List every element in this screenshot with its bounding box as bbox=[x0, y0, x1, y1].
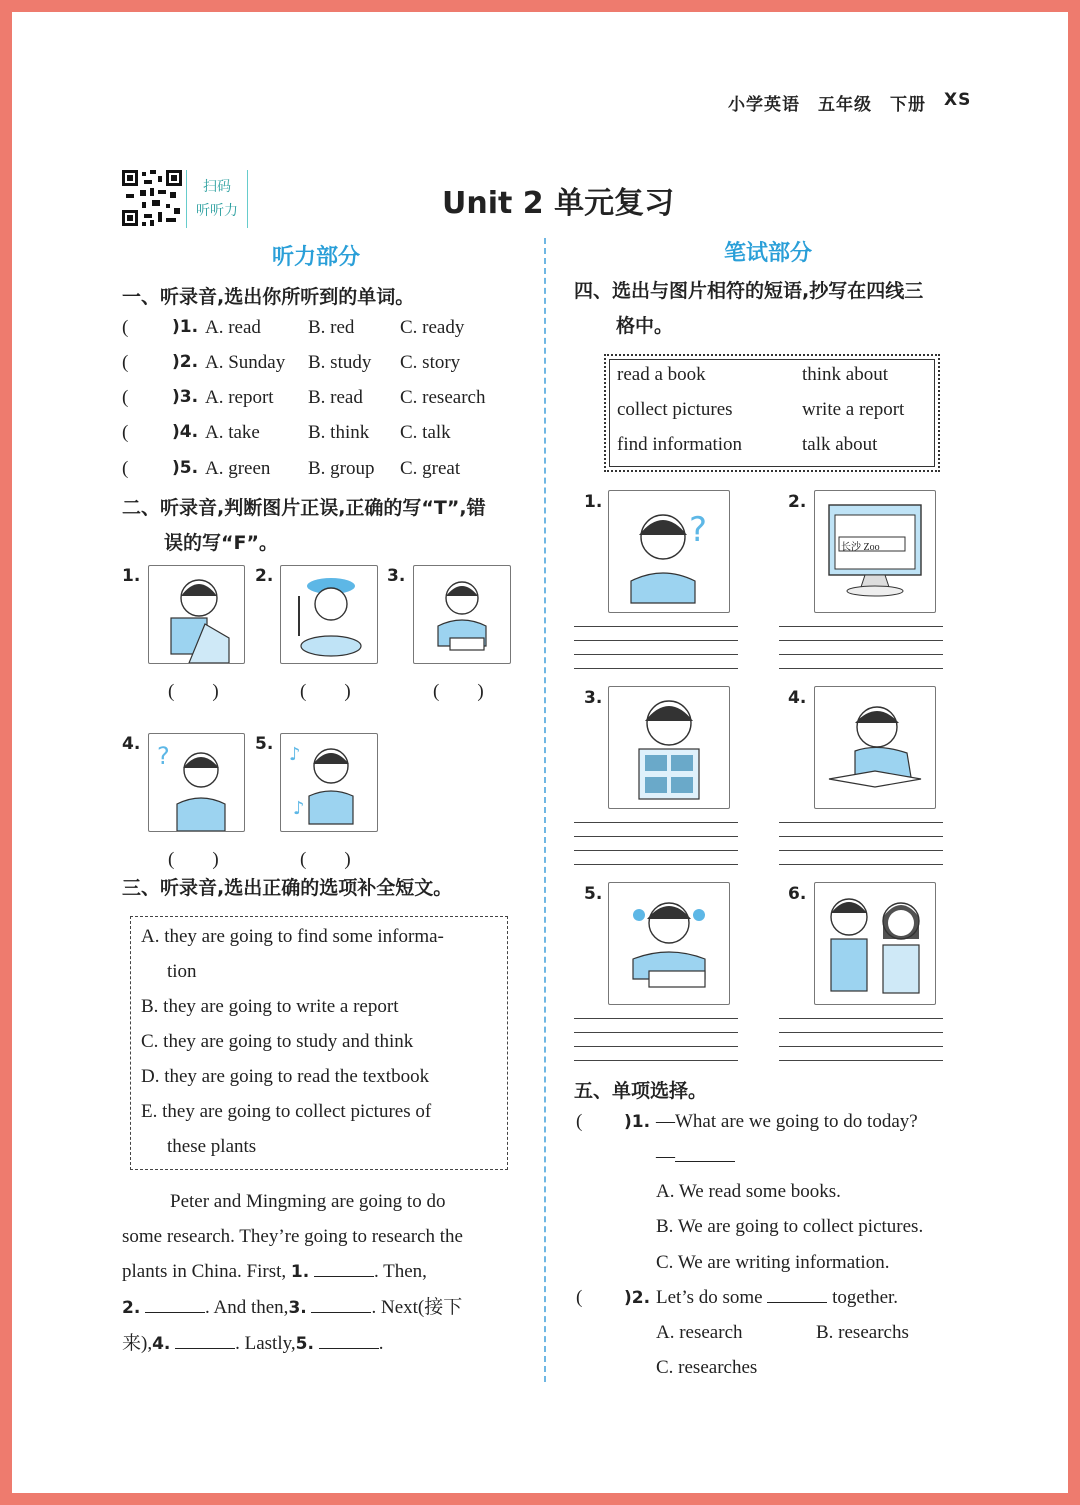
item-number: )1. bbox=[172, 317, 199, 337]
q5-2-option-c: C. researches bbox=[656, 1357, 758, 1378]
picture-number: 2. bbox=[255, 566, 274, 586]
answer-paren[interactable]: ( bbox=[122, 352, 129, 373]
word-bank-item: read a book bbox=[617, 364, 706, 385]
svg-text:♪: ♪ bbox=[293, 798, 305, 819]
picture-girl-reading-book bbox=[148, 565, 245, 664]
option-b: B. study bbox=[308, 352, 372, 373]
picture-girl-thinking bbox=[148, 733, 245, 832]
picture-number: 3. bbox=[584, 688, 603, 708]
question-text: Let’s do some bbox=[656, 1287, 763, 1308]
option-c: C. story bbox=[400, 352, 461, 373]
header-grade: 五年级 bbox=[818, 95, 872, 115]
qr-label bbox=[186, 170, 248, 228]
q5-1-option-b: B. We are going to collect pictures. bbox=[656, 1216, 924, 1237]
option-b: B. read bbox=[308, 387, 363, 408]
q3-option-e: E. they are going to collect pictures of bbox=[141, 1101, 432, 1122]
question-text: together. bbox=[832, 1287, 899, 1308]
option-b: B. think bbox=[308, 422, 370, 443]
word-bank-item: talk about bbox=[802, 434, 878, 455]
answer-blank[interactable] bbox=[145, 1312, 205, 1313]
q5-title: 五、单项选择。 bbox=[574, 1080, 708, 1102]
passage-line: some research. They’re going to research the bbox=[122, 1226, 463, 1247]
column-divider bbox=[544, 238, 546, 1382]
qr-label-line1: 扫码 bbox=[203, 179, 231, 195]
answer-paren[interactable]: ( bbox=[122, 422, 129, 443]
word-bank-item: think about bbox=[802, 364, 889, 385]
four-line-grid[interactable] bbox=[779, 822, 943, 866]
answer-paren[interactable]: ( ) bbox=[168, 849, 219, 870]
header-edition: XS bbox=[944, 90, 972, 110]
four-line-grid[interactable] bbox=[574, 822, 738, 866]
option-b: B. group bbox=[308, 458, 375, 479]
option-a: A. green bbox=[205, 458, 271, 479]
q5-question-1: —What are we going to do today? bbox=[656, 1111, 918, 1132]
q1-row bbox=[122, 458, 522, 488]
q3-option-e-cont: these plants bbox=[167, 1136, 257, 1157]
q1-row bbox=[122, 387, 522, 417]
q1-row bbox=[122, 317, 522, 347]
passage-text: . Then, bbox=[373, 1261, 427, 1282]
passage-line bbox=[122, 1290, 522, 1326]
option-a: A. read bbox=[205, 317, 261, 338]
picture-boy-reading-book bbox=[814, 686, 936, 809]
q5-2-option-a: A. research bbox=[656, 1322, 743, 1343]
four-line-grid[interactable] bbox=[574, 626, 738, 670]
qr-code-icon[interactable] bbox=[122, 170, 182, 226]
answer-blank[interactable] bbox=[319, 1348, 379, 1349]
picture-number: 4. bbox=[122, 734, 141, 754]
word-bank-item: collect pictures bbox=[617, 399, 733, 420]
page-title: Unit 2 单元复习 bbox=[442, 186, 675, 221]
option-c: C. talk bbox=[400, 422, 451, 443]
item-number: )1. bbox=[624, 1112, 651, 1132]
q2-title-line1: 二、听录音,判断图片正误,正确的写“T”,错 bbox=[122, 497, 486, 519]
svg-text:?: ? bbox=[157, 742, 170, 770]
picture-number: 5. bbox=[255, 734, 274, 754]
q3-option-d: D. they are going to read the textbook bbox=[141, 1066, 430, 1087]
picture-number: 6. bbox=[788, 884, 807, 904]
picture-girl-listening-music bbox=[280, 733, 378, 832]
q1-row bbox=[122, 422, 522, 452]
answer-blank[interactable] bbox=[675, 1161, 735, 1162]
picture-number: 3. bbox=[387, 566, 406, 586]
four-line-grid[interactable] bbox=[574, 1018, 738, 1062]
item-number: )5. bbox=[172, 458, 199, 478]
dash: — bbox=[656, 1146, 675, 1167]
answer-paren[interactable]: ( ) bbox=[300, 681, 351, 702]
blank-number: 5. bbox=[295, 1334, 314, 1354]
worksheet-page bbox=[12, 12, 1068, 1493]
picture-girl-collecting-pictures bbox=[608, 686, 730, 809]
q5-1-option-c: C. We are writing information. bbox=[656, 1252, 890, 1273]
svg-text:♪: ♪ bbox=[289, 744, 301, 765]
answer-paren[interactable]: ( bbox=[122, 317, 129, 338]
q5-2-option-b: B. researchs bbox=[816, 1322, 909, 1343]
picture-girl-painting bbox=[280, 565, 378, 664]
option-c: C. ready bbox=[400, 317, 465, 338]
option-a: A. Sunday bbox=[205, 352, 286, 373]
option-c: C. research bbox=[400, 387, 486, 408]
blank-number: 1. bbox=[290, 1262, 310, 1282]
word-bank-item: write a report bbox=[802, 399, 905, 420]
blank-number: 2. bbox=[122, 1298, 141, 1318]
picture-girl-thinking bbox=[608, 490, 730, 613]
passage-text: plants in China. First, bbox=[122, 1261, 287, 1282]
item-number: )2. bbox=[624, 1288, 651, 1308]
picture-kids-talking bbox=[814, 882, 936, 1005]
q3-option-a: A. they are going to find some informa- bbox=[141, 926, 444, 947]
picture-number: 1. bbox=[122, 566, 141, 586]
q2-title-line2: 误的写“F”。 bbox=[164, 532, 278, 554]
option-a: A. report bbox=[205, 387, 274, 408]
qr-label-line2: 听听力 bbox=[196, 203, 238, 219]
four-line-grid[interactable] bbox=[779, 626, 943, 670]
passage-line: Peter and Mingming are going to do bbox=[170, 1191, 446, 1212]
passage-text: . bbox=[378, 1333, 384, 1354]
passage bbox=[122, 1184, 522, 1362]
picture-girl-writing bbox=[413, 565, 511, 664]
passage-text: . Lastly, bbox=[235, 1333, 296, 1354]
section-written: 笔试部分 bbox=[724, 241, 813, 266]
answer-blank[interactable] bbox=[314, 1276, 374, 1277]
q3-option-a-cont: tion bbox=[167, 961, 197, 982]
answer-paren[interactable]: ( ) bbox=[300, 849, 351, 870]
q4-title-line2: 格中。 bbox=[616, 315, 674, 337]
screen-search-text: 长沙 Zoo bbox=[841, 542, 880, 553]
answer-paren[interactable]: ( ) bbox=[168, 681, 219, 702]
picture-number: 4. bbox=[788, 688, 807, 708]
picture-number: 5. bbox=[584, 884, 603, 904]
q1-row bbox=[122, 352, 522, 382]
q5-1-option-a: A. We read some books. bbox=[656, 1181, 841, 1202]
answer-paren[interactable]: ( bbox=[576, 1287, 583, 1308]
answer-paren[interactable]: ( bbox=[576, 1111, 583, 1132]
picture-number: 1. bbox=[584, 492, 603, 512]
section-listening: 听力部分 bbox=[272, 245, 361, 270]
option-b: B. red bbox=[308, 317, 355, 338]
answer-paren[interactable]: ( bbox=[122, 458, 129, 479]
answer-blank[interactable] bbox=[175, 1348, 235, 1349]
svg-text:?: ? bbox=[689, 510, 708, 550]
q5-question-2 bbox=[656, 1287, 898, 1309]
option-c: C. great bbox=[400, 458, 461, 479]
four-line-grid[interactable] bbox=[779, 1018, 943, 1062]
passage-text: 来), bbox=[122, 1333, 153, 1354]
q1-title: 一、听录音,选出你所听到的单词。 bbox=[122, 286, 415, 308]
q3-option-c: C. they are going to study and think bbox=[141, 1031, 414, 1052]
header-volume: 下册 bbox=[890, 95, 926, 115]
answer-paren[interactable]: ( ) bbox=[433, 681, 484, 702]
q3-title: 三、听录音,选出正确的选项补全短文。 bbox=[122, 877, 453, 899]
q4-title-line1: 四、选出与图片相符的短语,抄写在四线三 bbox=[574, 280, 924, 302]
passage-text: . Next(接下 bbox=[371, 1297, 463, 1318]
blank-number: 3. bbox=[288, 1298, 307, 1318]
passage-text: . And then, bbox=[205, 1297, 289, 1318]
picture-girl-writing-report bbox=[608, 882, 730, 1005]
passage-line bbox=[122, 1254, 522, 1290]
q3-option-b: B. they are going to write a report bbox=[141, 996, 399, 1017]
response-dash bbox=[656, 1146, 735, 1168]
word-bank-item: find information bbox=[617, 434, 743, 455]
answer-blank[interactable] bbox=[767, 1302, 827, 1303]
answer-blank[interactable] bbox=[311, 1312, 371, 1313]
picture-computer-screen bbox=[814, 490, 936, 613]
item-number: )2. bbox=[172, 352, 199, 372]
option-a: A. take bbox=[205, 422, 260, 443]
header-subject: 小学英语 bbox=[728, 95, 800, 115]
item-number: )3. bbox=[172, 387, 199, 407]
picture-number: 2. bbox=[788, 492, 807, 512]
answer-paren[interactable]: ( bbox=[122, 387, 129, 408]
blank-number: 4. bbox=[152, 1334, 171, 1354]
passage-line bbox=[122, 1326, 522, 1362]
item-number: )4. bbox=[172, 422, 199, 442]
